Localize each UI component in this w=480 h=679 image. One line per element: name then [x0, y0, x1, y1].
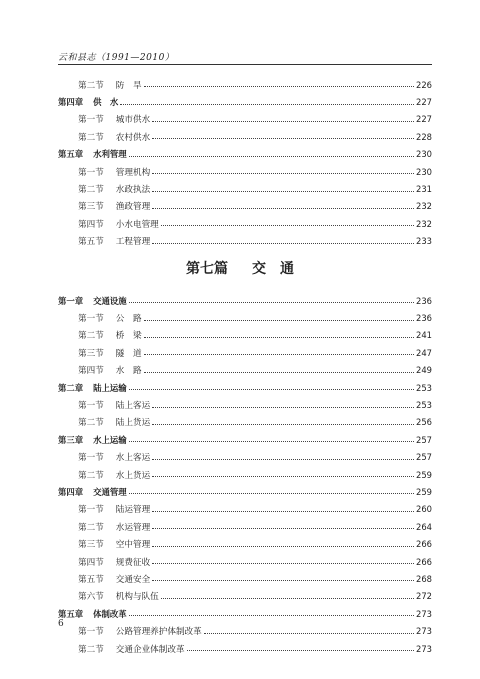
- entry-title: 水上运输: [93, 434, 127, 445]
- toc-section-entry[interactable]: [58, 518, 432, 535]
- entry-number: 第四章: [58, 97, 84, 108]
- entry-title: 水运管理: [115, 522, 151, 533]
- dot-leader: [152, 407, 414, 408]
- entry-title: 陆上运输: [93, 382, 127, 393]
- entry-title: 交通企业体制改革: [115, 644, 185, 655]
- dot-leader: [152, 208, 414, 209]
- entry-number: 第二节: [78, 418, 104, 429]
- dot-leader: [152, 424, 414, 425]
- toc-section-entry[interactable]: [58, 553, 432, 570]
- dot-leader: [129, 615, 414, 616]
- entry-title: 小水电管理: [115, 219, 159, 230]
- entry-page-number: 272: [416, 591, 432, 602]
- entry-page-number: 268: [416, 573, 432, 584]
- entry-number: 第一节: [78, 167, 104, 178]
- entry-title: 水 路: [115, 366, 142, 377]
- header-rule: [58, 64, 432, 65]
- entry-number: 第六节: [78, 592, 104, 603]
- entry-number: 第一节: [78, 401, 104, 412]
- entry-title: 防 旱: [115, 80, 142, 91]
- toc-section-entry[interactable]: [58, 111, 432, 128]
- entry-number: 第四章: [58, 486, 84, 497]
- dot-leader: [152, 528, 414, 529]
- toc-section-entry[interactable]: [58, 640, 432, 657]
- dot-leader: [152, 243, 414, 244]
- entry-page-number: 247: [416, 347, 432, 358]
- entry-title: 规费征收: [115, 557, 151, 568]
- toc-chapter-entry[interactable]: [58, 605, 432, 622]
- toc-section-entry[interactable]: [58, 535, 432, 552]
- entry-number: 第三节: [78, 540, 104, 551]
- entry-page-number: 273: [416, 626, 432, 637]
- entry-title: 交通管理: [93, 486, 127, 497]
- toc-chapter-entry[interactable]: [58, 379, 432, 396]
- entry-number: 第二节: [78, 132, 104, 143]
- dot-leader: [152, 191, 414, 192]
- toc-chapter-entry[interactable]: [58, 431, 432, 448]
- entry-title: 陆上客运: [115, 401, 151, 412]
- entry-number: 第五节: [78, 237, 104, 248]
- entry-title: 公 路: [115, 314, 142, 325]
- toc-section-entry[interactable]: [58, 362, 432, 379]
- entry-page-number: 236: [416, 295, 432, 306]
- toc-section-entry[interactable]: [58, 396, 432, 413]
- dot-leader: [152, 459, 414, 460]
- entry-page-number: 232: [416, 201, 432, 212]
- toc-block-part-seven: [58, 292, 432, 657]
- dot-leader: [152, 546, 414, 547]
- entry-title: 水政执法: [115, 185, 151, 196]
- entry-number: 第二章: [58, 382, 84, 393]
- entry-number: 第三章: [58, 434, 84, 445]
- entry-number: 第一节: [78, 115, 104, 126]
- entry-title: 管理机构: [115, 167, 151, 178]
- entry-page-number: 256: [416, 417, 432, 428]
- entry-page-number: 241: [416, 330, 432, 341]
- entry-number: 第三节: [78, 202, 104, 213]
- entry-page-number: 253: [416, 400, 432, 411]
- entry-number: 第二节: [78, 80, 104, 91]
- entry-title: 陆运管理: [115, 505, 151, 516]
- entry-number: 第二节: [78, 331, 104, 342]
- dot-leader: [204, 633, 414, 634]
- entry-page-number: 230: [416, 149, 432, 160]
- dot-leader: [129, 493, 414, 494]
- entry-title: 隧 道: [115, 348, 142, 359]
- entry-page-number: 273: [416, 608, 432, 619]
- toc-block-continuation: [58, 76, 432, 250]
- toc-chapter-entry[interactable]: [58, 93, 432, 110]
- entry-number: 第五章: [58, 149, 84, 160]
- dot-leader: [129, 302, 414, 303]
- entry-page-number: 232: [416, 218, 432, 229]
- entry-number: 第五章: [58, 608, 84, 619]
- entry-number: 第四节: [78, 557, 104, 568]
- dot-leader: [152, 121, 414, 122]
- entry-title: 桥 梁: [115, 331, 142, 342]
- toc-chapter-entry[interactable]: [58, 292, 432, 309]
- dot-leader: [129, 441, 414, 442]
- dot-leader: [144, 372, 414, 373]
- dot-leader: [129, 156, 414, 157]
- entry-title: 供 水: [93, 97, 119, 108]
- entry-number: 第一节: [78, 505, 104, 516]
- entry-title: 水上客运: [115, 453, 151, 464]
- dot-leader: [144, 337, 414, 338]
- entry-number: 第三节: [78, 348, 104, 359]
- entry-page-number: 236: [416, 313, 432, 324]
- entry-title: 公路管理养护体制改革: [115, 627, 202, 638]
- toc-section-entry[interactable]: [58, 414, 432, 431]
- toc-section-entry[interactable]: [58, 570, 432, 587]
- entry-number: 第一章: [58, 295, 84, 306]
- toc-section-entry[interactable]: [58, 449, 432, 466]
- entry-title: 机构与队伍: [115, 592, 159, 603]
- entry-page-number: 233: [416, 236, 432, 247]
- entry-page-number: 227: [416, 114, 432, 125]
- entry-number: 第四节: [78, 219, 104, 230]
- entry-page-number: 273: [416, 643, 432, 654]
- toc-section-entry[interactable]: [58, 128, 432, 145]
- entry-number: 第五节: [78, 574, 104, 585]
- toc-section-entry[interactable]: [58, 180, 432, 197]
- toc-chapter-entry[interactable]: [58, 146, 432, 163]
- dot-leader: [152, 476, 414, 477]
- entry-title: 空中管理: [115, 540, 151, 551]
- dot-leader: [144, 320, 414, 321]
- running-header: 云和县志（1991—2010）: [58, 53, 175, 63]
- entry-title: 体制改革: [93, 608, 127, 619]
- entry-page-number: 264: [416, 521, 432, 532]
- entry-number: 第二节: [78, 522, 104, 533]
- entry-page-number: 266: [416, 556, 432, 567]
- toc-section-entry[interactable]: [58, 215, 432, 232]
- toc-section-entry[interactable]: [58, 327, 432, 344]
- entry-title: 农村供水: [115, 132, 151, 143]
- dot-leader: [144, 86, 414, 87]
- entry-page-number: 249: [416, 365, 432, 376]
- entry-number: 第四节: [78, 366, 104, 377]
- entry-title: 水上货运: [115, 470, 151, 481]
- entry-page-number: 231: [416, 184, 432, 195]
- toc-chapter-entry[interactable]: [58, 483, 432, 500]
- dot-leader: [161, 598, 414, 599]
- dot-leader: [152, 173, 414, 174]
- part-heading: [0, 258, 480, 278]
- entry-title: 水利管理: [93, 149, 127, 160]
- entry-page-number: 227: [416, 97, 432, 108]
- entry-title: 陆上货运: [115, 418, 151, 429]
- toc-section-entry[interactable]: [58, 163, 432, 180]
- entry-title: 渔政管理: [115, 202, 151, 213]
- page-number: 6: [58, 619, 64, 629]
- entry-page-number: 230: [416, 166, 432, 177]
- entry-page-number: 228: [416, 131, 432, 142]
- dot-leader: [152, 138, 414, 139]
- dot-leader: [144, 354, 414, 355]
- entry-title: 工程管理: [115, 237, 151, 248]
- entry-page-number: 257: [416, 452, 432, 463]
- dot-leader: [152, 563, 414, 564]
- dot-leader: [152, 511, 414, 512]
- toc-section-entry[interactable]: [58, 233, 432, 250]
- toc-section-entry[interactable]: [58, 76, 432, 93]
- toc-section-entry[interactable]: [58, 588, 432, 605]
- toc-section-entry[interactable]: [58, 501, 432, 518]
- entry-title: 城市供水: [115, 115, 151, 126]
- entry-page-number: 260: [416, 504, 432, 515]
- entry-number: 第一节: [78, 627, 104, 638]
- toc-section-entry[interactable]: [58, 466, 432, 483]
- entry-page-number: 253: [416, 382, 432, 393]
- entry-page-number: 257: [416, 434, 432, 445]
- toc-section-entry[interactable]: [58, 622, 432, 639]
- dot-leader: [187, 650, 414, 651]
- entry-page-number: 266: [416, 539, 432, 550]
- entry-number: 第一节: [78, 453, 104, 464]
- toc-section-entry[interactable]: [58, 309, 432, 326]
- dot-leader: [120, 104, 414, 105]
- entry-number: 第二节: [78, 185, 104, 196]
- toc-section-entry[interactable]: [58, 344, 432, 361]
- entry-page-number: 259: [416, 469, 432, 480]
- toc-section-entry[interactable]: [58, 198, 432, 215]
- entry-page-number: 259: [416, 486, 432, 497]
- entry-number: 第一节: [78, 314, 104, 325]
- dot-leader: [152, 580, 414, 581]
- entry-title: 交通设施: [93, 295, 127, 306]
- entry-title: 交通安全: [115, 574, 151, 585]
- dot-leader: [161, 225, 414, 226]
- entry-number: 第二节: [78, 470, 104, 481]
- dot-leader: [129, 389, 414, 390]
- part-label: 第七篇: [186, 261, 228, 277]
- entry-page-number: 226: [416, 79, 432, 90]
- entry-number: 第二节: [78, 644, 104, 655]
- part-title: 交 通: [252, 261, 294, 277]
